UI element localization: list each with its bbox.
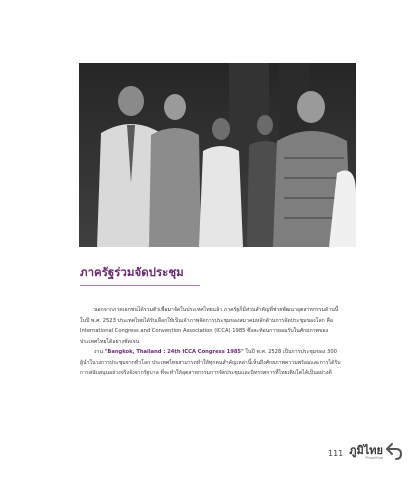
page-number: 111 (327, 448, 344, 458)
photo-illustration (79, 63, 356, 247)
event-name-highlight: "Bangkok, Thailand : 24th ICCA Congress 1985" (104, 349, 244, 355)
section-title: ภาครัฐร่วมจัดประชุม (80, 265, 184, 279)
paragraph-2-text: ในปี พ.ศ. 2528 เป็นการประชุมของ 300 ผู้นำในวงการประชุมจากทั่วโลก ประเทศไทยสามารถทำให้ทุกคนสำคัญเหล่านี้เห็นถึงศักยภาพความพร้อมและการได้รับการสนับสนุนอย่างจริงจังจากรัฐบาล ที่จะทำให้อุตสาหกรรมการจัดประชุมและนิทรรศการที่ไทยเติบโตได้เป็นอย่างดี (80, 349, 341, 376)
title-divider (80, 285, 200, 286)
brand-subtitle: Phumithai (365, 456, 383, 461)
back-arrow-icon[interactable] (386, 442, 402, 464)
page-footer (328, 440, 402, 466)
archival-photo (79, 63, 356, 247)
paragraph-1 (80, 305, 348, 347)
paragraph-1-text: นอกจากภาคเอกชนได้รวมตัวเพื่อมาจัดในประเทศไทยแล้ว ภาครัฐก็มีส่วนสำคัญที่ช่วยพัฒนาอุตสาหกรรมด้านนี้ ในปี พ.ศ. 2523 ประเทศไทยได้รับเลือกให้เป็นเจ้าภาพจัดการประชุมของสมาคมหลักด้านการจัดประชุมของโลก คือ International Congress and Convention Association (ICCA) 1985 ซึ่งสะท้อนการยอมรับในศักยภาพของประเทศไทยได้อย่างชัดเจน (80, 307, 339, 345)
brand-name: ภูมิไทย (349, 444, 383, 458)
brand-logo (349, 445, 383, 461)
body-text (80, 305, 348, 379)
paragraph-2 (80, 347, 348, 379)
paragraph-2-prefix: งาน (94, 349, 105, 355)
